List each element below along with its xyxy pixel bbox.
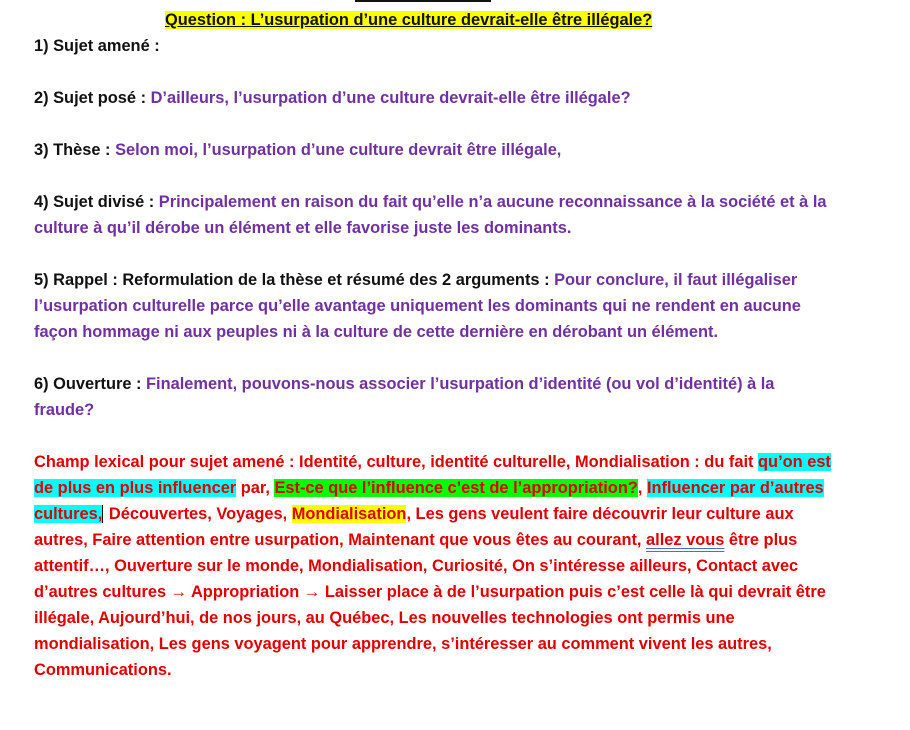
lexical-text: être plus attentif…, Ouverture sur le monde, Mondialisation, Curiosité, On s’intéresse ailleurs, Contact avec d’autres cultures → Appropriation → Laisser place à de l’usurpation puis c’est celle là qui devrait être illégale, Aujourd’hui, de nos jours, au Québec, Les nouvelles technologies ont permis une mondialisation, Les gens voyagent pour apprendre, s’intéresser au comment vivent les autres, Communications. bbox=[34, 531, 826, 679]
section-sujet-divise bbox=[34, 189, 834, 241]
lexical-text: par, bbox=[236, 479, 275, 497]
grammar-squiggle[interactable]: allez vous bbox=[646, 531, 725, 549]
section-text: Pour conclure, il faut illégaliser l’usurpation culturelle parce qu’elle avantage uniquement les dominants qui ne rendent en aucune façon hommage ni aux peuples ni à la culture de cette dernière en dérobant un élément. bbox=[34, 271, 801, 341]
section-ouverture bbox=[34, 371, 834, 423]
section-label: 6) Ouverture : bbox=[34, 375, 142, 393]
section-text: Finalement, pouvons-nous associer l’usurpation d’identité (ou vol d’identité) à la fraude? bbox=[34, 375, 775, 419]
lexical-text: Découvertes, Voyages, bbox=[104, 505, 292, 523]
lexical-text: , bbox=[637, 479, 647, 497]
section-label: 1) Sujet amené : bbox=[34, 37, 160, 55]
highlight-cyan-1: qu’on est de plus en plus influencer bbox=[34, 453, 831, 497]
lexical-field-paragraph bbox=[34, 449, 834, 683]
section-text: D’ailleurs, l’usurpation d’une culture devrait-elle être illégale? bbox=[150, 89, 631, 107]
page-title bbox=[165, 9, 652, 31]
document-body[interactable] bbox=[34, 33, 834, 683]
section-text: Principalement en raison du fait qu’elle n’a aucune reconnaissance à la société et à la culture à qu’il dérobe un élément et elle favorise juste les dominants. bbox=[34, 193, 827, 237]
section-label: 3) Thèse : bbox=[34, 141, 111, 159]
section-sujet-pose bbox=[34, 85, 834, 111]
section-label: 5) Rappel : Reformulation de la thèse et résumé des 2 arguments : bbox=[34, 271, 550, 289]
section-sujet-amene bbox=[34, 33, 834, 59]
highlight-cyan-2: Influencer par d’autres cultures, bbox=[34, 479, 824, 523]
lexical-text: Champ lexical pour sujet amené : Identité, culture, identité culturelle, Mondialisation : du fait bbox=[34, 453, 754, 471]
section-label: 2) Sujet posé : bbox=[34, 89, 147, 107]
section-these bbox=[34, 137, 834, 163]
title-text: Question : L’usurpation d’une culture devrait-elle être illégale? bbox=[165, 11, 653, 29]
section-text: Selon moi, l’usurpation d’une culture devrait être illégale, bbox=[115, 141, 562, 159]
highlight-green: Est-ce que l’influence c’est de l’appropriation? bbox=[274, 479, 638, 497]
section-rappel bbox=[34, 267, 834, 345]
lexical-text: , Les gens veulent faire découvrir leur culture aux autres, Faire attention entre usurpation, Maintenant que vous êtes au courant, bbox=[34, 505, 794, 549]
section-label: 4) Sujet divisé : bbox=[34, 193, 155, 211]
highlight-yellow: Mondialisation bbox=[291, 505, 407, 523]
top-border-line bbox=[355, 0, 491, 2]
